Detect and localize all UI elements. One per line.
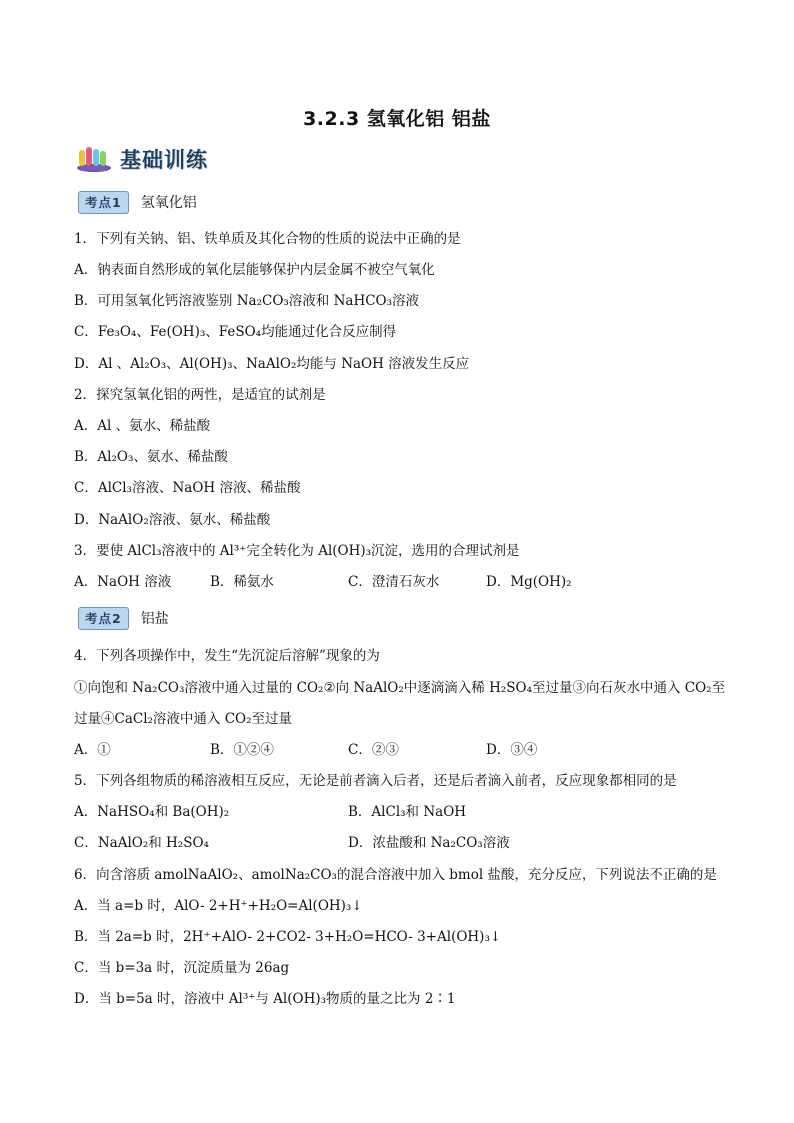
question-6-stem: 6．向含溶质 amolNaAlO₂、amolNa₂CO₃的混合溶液中加入 bmol 盐酸，充分反应，下列说法不正确的是 xyxy=(74,867,717,883)
question-4-option-d: D．③④ xyxy=(486,742,538,758)
question-4-option-c: C．②③ xyxy=(348,742,399,758)
page-title: 3.2.3 氢氧化铝 铝盐 xyxy=(303,108,491,130)
question-1-option-a: A．钠表面自然形成的氧化层能够保护内层金属不被空气氧化 xyxy=(74,262,435,278)
question-5-option-a: A．NaHSO₄和 Ba(OH)₂ xyxy=(74,804,230,820)
question-4-stem-line-3: 过量④CaCl₂溶液中通入 CO₂至过量 xyxy=(74,711,293,727)
question-3-option-b: B．稀氨水 xyxy=(210,574,274,590)
question-1-option-c: C．Fe₃O₄、Fe(OH)₃、FeSO₄均能通过化合反应制得 xyxy=(74,324,397,340)
question-4-option-a: A．① xyxy=(74,742,111,758)
section-title: 铝盐 xyxy=(140,611,169,627)
question-5-stem: 5．下列各组物质的稀溶液相互反应，无论是前者滴入后者，还是后者滴入前者，反应现象都相同的是 xyxy=(74,773,677,789)
question-6-option-d: D．当 b=5a 时，溶液中 Al³⁺与 Al(OH)₃物质的量之比为 2∶1 xyxy=(74,991,456,1007)
section-header-1 xyxy=(78,190,197,214)
question-3-stem: 3．要使 AlCl₃溶液中的 Al³⁺完全转化为 Al(OH)₃沉淀，选用的合理试剂是 xyxy=(74,543,520,559)
section-header-2 xyxy=(78,606,169,630)
banner-label: 基础训练 xyxy=(120,148,208,172)
section-title: 氢氧化铝 xyxy=(140,195,197,211)
section-badge: 考点1 xyxy=(78,191,129,214)
section-banner xyxy=(74,143,208,175)
pencils-icon xyxy=(74,144,114,174)
question-4-option-b: B．①②④ xyxy=(210,742,274,758)
question-1-option-d: D．Al 、Al₂O₃、Al(OH)₃、NaAlO₂均能与 NaOH 溶液发生反应 xyxy=(74,356,470,372)
question-3-option-a: A．NaOH 溶液 xyxy=(74,574,172,590)
question-3-option-d: D．Mg(OH)₂ xyxy=(486,574,572,590)
question-2-option-c: C．AlCl₃溶液、NaOH 溶液、稀盐酸 xyxy=(74,480,301,496)
question-1-option-b: B．可用氢氧化钙溶液鉴别 Na₂CO₃溶液和 NaHCO₃溶液 xyxy=(74,293,420,309)
question-5-option-c: C．NaAlO₂和 H₂SO₄ xyxy=(74,835,209,851)
question-6-option-a: A．当 a=b 时，AlO- 2+H⁺+H₂O=Al(OH)₃↓ xyxy=(74,898,363,914)
question-6-option-b: B．当 2a=b 时，2H⁺+AlO- 2+CO2- 3+H₂O=HCO- 3+Al(OH)₃↓ xyxy=(74,929,502,945)
question-2-stem: 2．探究氢氧化铝的两性，是适宜的试剂是 xyxy=(74,387,326,403)
question-5-option-d: D．浓盐酸和 Na₂CO₃溶液 xyxy=(348,835,510,851)
question-2-option-d: D．NaAlO₂溶液、氨水、稀盐酸 xyxy=(74,512,271,528)
section-badge: 考点2 xyxy=(78,607,129,630)
question-3-option-c: C．澄清石灰水 xyxy=(348,574,440,590)
question-5-option-b: B．AlCl₃和 NaOH xyxy=(348,804,467,820)
question-4-stem-line-2: ①向饱和 Na₂CO₃溶液中通入过量的 CO₂②向 NaAlO₂中逐滴滴入稀 H₂SO₄至过量③向石灰水中通入 CO₂至 xyxy=(74,680,726,696)
question-2-option-a: A．Al 、氨水、稀盐酸 xyxy=(74,418,211,434)
question-4-stem: 4．下列各项操作中，发生“先沉淀后溶解”现象的为 xyxy=(74,648,380,664)
question-1-stem: 1．下列有关钠、铝、铁单质及其化合物的性质的说法中正确的是 xyxy=(74,231,461,247)
question-2-option-b: B．Al₂O₃、氨水、稀盐酸 xyxy=(74,449,228,465)
question-6-option-c: C．当 b=3a 时，沉淀质量为 26ag xyxy=(74,960,290,976)
